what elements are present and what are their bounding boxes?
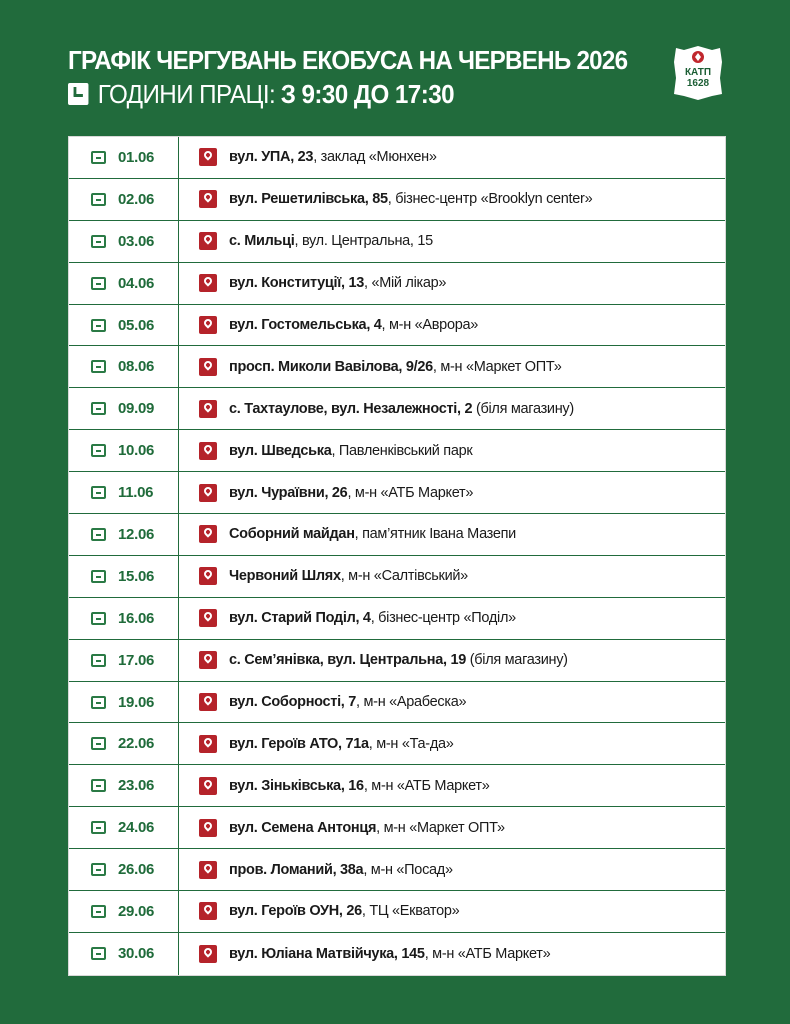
address-text [229, 694, 466, 710]
address-text [229, 401, 574, 417]
location-pin-icon [199, 902, 217, 920]
table-row [69, 305, 725, 347]
address-text [229, 946, 550, 962]
address-main: вул. Юліана Матвійчука, 145 [229, 945, 425, 962]
address-main: вул. Чураївни, 26 [229, 484, 348, 501]
date-cell [69, 472, 179, 513]
location-pin-icon [199, 400, 217, 418]
location-pin-icon [199, 190, 217, 208]
address-detail: , м-н «АТБ Маркет» [424, 945, 551, 962]
address-main: пров. Ломаний, 38а [229, 861, 364, 878]
address-detail: , бізнес-центр «Поділ» [370, 610, 516, 627]
logo-line2: 1628 [686, 78, 710, 89]
table-row [69, 263, 725, 305]
logo-line1: КАТП [684, 67, 712, 78]
address-detail: (біля магазину) [472, 400, 574, 417]
address-text [229, 568, 468, 584]
address-detail: (біля магазину) [466, 652, 568, 669]
date-text: 26.06 [118, 861, 155, 879]
table-row [69, 472, 725, 514]
location-pin-icon [199, 819, 217, 837]
calendar-icon [91, 486, 106, 499]
address-main: вул. Семена Антонця [229, 819, 377, 836]
address-detail: , ТЦ «Екватор» [361, 903, 460, 920]
address-text [229, 233, 433, 249]
calendar-icon [91, 528, 106, 541]
calendar-icon [91, 905, 106, 918]
calendar-icon [91, 193, 106, 206]
location-pin-icon [199, 484, 217, 502]
address-main: с. Мильці [229, 233, 295, 250]
table-row [69, 682, 725, 724]
address-cell [179, 933, 725, 975]
address-detail: , м-н «Маркет ОПТ» [432, 358, 562, 375]
table-row [69, 849, 725, 891]
date-cell [69, 556, 179, 597]
address-detail: , м-н «Посад» [363, 861, 453, 878]
address-detail: , пам’ятник Івана Мазепи [354, 526, 516, 543]
address-main: вул. Конституції, 13 [229, 275, 364, 292]
address-cell [179, 221, 725, 262]
address-text [229, 275, 446, 291]
address-cell [179, 849, 725, 890]
address-main: вул. Соборності, 7 [229, 694, 357, 711]
address-text [229, 317, 478, 333]
date-text: 11.06 [118, 484, 154, 502]
calendar-icon [91, 151, 106, 164]
address-detail: , заклад «Мюнхен» [313, 149, 437, 166]
location-pin-icon [199, 609, 217, 627]
location-pin-icon [199, 274, 217, 292]
address-detail: , «Мій лікар» [363, 275, 447, 292]
address-cell [179, 682, 725, 723]
date-text: 15.06 [118, 567, 155, 585]
address-cell [179, 430, 725, 471]
table-row [69, 933, 725, 975]
calendar-icon [91, 863, 106, 876]
location-pin-icon [199, 148, 217, 166]
address-cell [179, 807, 725, 848]
calendar-icon [91, 402, 106, 415]
address-main: вул. Гостомельська, 4 [229, 317, 382, 333]
calendar-icon [91, 654, 106, 667]
address-detail: , м-н «Салтівський» [340, 568, 468, 585]
table-row [69, 598, 725, 640]
address-cell [179, 640, 725, 681]
address-cell [179, 263, 725, 304]
date-cell [69, 388, 179, 429]
table-row [69, 137, 725, 179]
address-cell [179, 346, 725, 387]
address-cell [179, 598, 725, 639]
address-main: просп. Миколи Вавілова, 9/26 [229, 358, 433, 375]
date-cell [69, 933, 179, 975]
address-cell [179, 723, 725, 764]
location-pin-icon [199, 735, 217, 753]
address-text [229, 485, 473, 501]
katp-logo [672, 44, 724, 102]
date-text: 30.06 [118, 945, 155, 963]
address-cell [179, 472, 725, 513]
address-detail: , вул. Центральна, 15 [294, 233, 433, 250]
address-detail: , м-н «Арабеска» [356, 694, 467, 711]
address-detail: , м-н «Аврора» [381, 317, 478, 333]
address-text [229, 443, 472, 459]
date-text: 22.06 [118, 735, 155, 753]
date-cell [69, 263, 179, 304]
schedule-table [68, 136, 726, 976]
clock-icon [68, 83, 88, 105]
location-pin-icon [199, 232, 217, 250]
date-cell [69, 179, 179, 220]
table-row [69, 765, 725, 807]
address-main: вул. Зіньківська, 16 [229, 777, 364, 794]
address-cell [179, 891, 725, 932]
date-text: 05.06 [118, 316, 155, 334]
address-main: вул. Героїв АТО, 71а [229, 735, 369, 752]
date-cell [69, 305, 179, 346]
date-cell [69, 891, 179, 932]
table-row [69, 891, 725, 933]
date-text: 23.06 [118, 777, 155, 795]
table-row [69, 556, 725, 598]
location-pin-icon [199, 693, 217, 711]
address-text [229, 526, 516, 542]
location-pin-icon [199, 861, 217, 879]
calendar-icon [91, 947, 106, 960]
date-cell [69, 598, 179, 639]
table-row [69, 388, 725, 430]
location-pin-icon [199, 358, 217, 376]
date-text: 19.06 [118, 693, 155, 711]
date-cell [69, 849, 179, 890]
address-main: с. Сем’янівка, вул. Центральна, 19 [229, 652, 467, 669]
date-cell [69, 137, 179, 178]
date-text: 16.06 [118, 609, 155, 627]
date-text: 10.06 [118, 442, 155, 460]
date-text: 04.06 [118, 274, 155, 292]
address-text [229, 903, 459, 919]
address-text [229, 149, 437, 165]
date-text: 17.06 [118, 651, 155, 669]
hours-label: ГОДИНИ ПРАЦІ: [97, 79, 276, 109]
address-main: Червоний Шлях [229, 568, 341, 585]
date-text: 12.06 [118, 525, 155, 543]
table-row [69, 807, 725, 849]
calendar-icon [91, 235, 106, 248]
address-cell [179, 179, 725, 220]
address-detail: , Павленківський парк [331, 442, 473, 459]
date-text: 29.06 [118, 902, 155, 920]
address-text [229, 610, 516, 626]
address-cell [179, 514, 725, 555]
address-main: вул. Героїв ОУН, 26 [229, 903, 362, 920]
location-pin-icon [199, 567, 217, 585]
date-cell [69, 640, 179, 681]
date-text: 02.06 [118, 190, 155, 208]
location-pin-icon [199, 651, 217, 669]
calendar-icon [91, 779, 106, 792]
date-cell [69, 765, 179, 806]
address-text [229, 736, 454, 752]
table-row [69, 346, 725, 388]
calendar-icon [91, 319, 106, 332]
date-cell [69, 723, 179, 764]
address-detail: , м-н «АТБ Маркет» [347, 484, 474, 501]
address-cell [179, 765, 725, 806]
date-text: 09.09 [118, 400, 155, 418]
date-cell [69, 346, 179, 387]
address-main: вул. Решетилівська, 85 [229, 191, 388, 208]
date-cell [69, 430, 179, 471]
table-row [69, 514, 725, 556]
calendar-icon [91, 360, 106, 373]
address-text [229, 652, 568, 668]
table-row [69, 723, 725, 765]
location-pin-icon [199, 945, 217, 963]
table-row [69, 179, 725, 221]
calendar-icon [91, 612, 106, 625]
calendar-icon [91, 821, 106, 834]
date-cell [69, 682, 179, 723]
address-text [229, 820, 505, 836]
address-main: с. Тахтаулове, вул. Незалежності, 2 [229, 400, 473, 417]
date-text: 03.06 [118, 232, 155, 250]
location-pin-icon [199, 316, 217, 334]
hours-value: З 9:30 ДО 17:30 [280, 79, 454, 109]
table-row [69, 640, 725, 682]
calendar-icon [91, 444, 106, 457]
date-cell [69, 514, 179, 555]
address-cell [179, 137, 725, 178]
date-text: 24.06 [118, 819, 155, 837]
date-cell [69, 221, 179, 262]
header [68, 44, 668, 110]
address-text [229, 359, 562, 375]
address-detail: , бізнес-центр «Brooklyn center» [387, 191, 593, 208]
date-cell [69, 807, 179, 848]
location-pin-icon [199, 777, 217, 795]
address-detail: , м-н «АТБ Маркет» [363, 777, 490, 794]
table-row [69, 430, 725, 472]
table-row [69, 221, 725, 263]
page-title: ГРАФІК ЧЕРГУВАНЬ ЕКОБУСА НА ЧЕРВЕНЬ 2026 [68, 45, 628, 75]
address-text [229, 778, 489, 794]
address-cell [179, 305, 725, 346]
calendar-icon [91, 570, 106, 583]
address-text [229, 862, 453, 878]
address-cell [179, 556, 725, 597]
address-main: вул. Старий Поділ, 4 [229, 610, 371, 627]
address-detail: , м-н «Та-да» [368, 735, 454, 752]
date-text: 01.06 [118, 148, 155, 166]
address-detail: , м-н «Маркет ОПТ» [376, 819, 505, 836]
date-text: 08.06 [118, 358, 155, 376]
calendar-icon [91, 277, 106, 290]
address-text [229, 191, 592, 207]
address-main: вул. Шведська [229, 442, 332, 459]
working-hours [68, 78, 626, 110]
address-main: вул. УПА, 23 [229, 149, 314, 166]
location-pin-icon [199, 442, 217, 460]
calendar-icon [91, 737, 106, 750]
calendar-icon [91, 696, 106, 709]
location-pin-icon [199, 525, 217, 543]
address-main: Соборний майдан [229, 526, 355, 543]
address-cell [179, 388, 725, 429]
